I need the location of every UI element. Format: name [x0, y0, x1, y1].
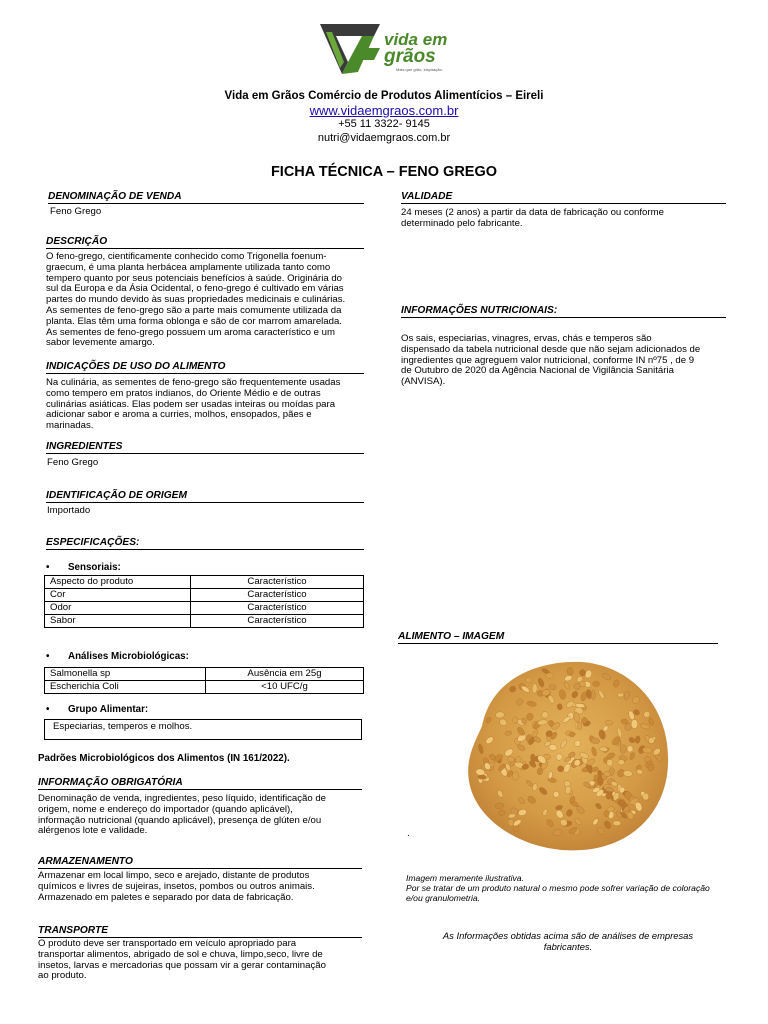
logo-text-line2: grãos	[384, 46, 436, 67]
section-descricao-label: DESCRIÇÃO	[46, 236, 364, 249]
indicacoes-line: Na culinária, as sementes de feno-grego são frequentemente usadas	[46, 377, 341, 388]
table-row	[45, 589, 364, 602]
table-cell-key: Escherichia Coli	[45, 681, 206, 694]
table-cell-value: Característico	[191, 615, 364, 628]
descricao-text	[46, 252, 366, 349]
bullet-icon: •	[46, 562, 50, 573]
ingredientes-value: Feno Grego	[47, 457, 99, 468]
obrigatoria-line: informação nutricional (quando aplicável), presença de glúten e/ou	[38, 814, 322, 826]
descricao-line: tempero quanto por seus potenciais benefícios à saúde. Originária do	[46, 272, 342, 284]
section-ingredientes-label: INGREDIENTES	[46, 441, 364, 454]
nutricionais-line: (ANVISA).	[401, 376, 446, 388]
table-cell-key: Sabor	[45, 615, 191, 628]
seed-grain	[642, 793, 649, 801]
nutricionais-line: Os sais, especiarias, vinagres, ervas, chás e temperos são	[401, 333, 652, 344]
section-origem-label: IDENTIFICAÇÃO DE ORIGEM	[46, 490, 364, 503]
obrigatoria-line: origem, nome e endereço do importador (quando aplicável),	[38, 803, 293, 815]
section-indicacoes-label: INDICAÇÕES DE USO DO ALIMENTO	[46, 361, 364, 374]
seed-grain	[617, 693, 624, 697]
armazenamento-line: Armazenado em paletes e separado por data de fabricação.	[38, 891, 294, 903]
micro-heading	[46, 651, 189, 662]
indicacoes-text	[46, 378, 366, 432]
origem-value: Importado	[47, 505, 91, 516]
section-imagem-label: ALIMENTO – IMAGEM	[398, 631, 718, 644]
indicacoes-line: culinárias asiáticas. Elas podem ser usadas inteiras ou moídas para	[46, 398, 336, 410]
section-transporte-label: TRANSPORTE	[38, 925, 362, 938]
sensoriais-label: Sensoriais:	[68, 562, 121, 573]
logo-tagline: Mais que grão, inspiração.	[396, 67, 443, 72]
seed-grain	[512, 772, 519, 781]
page-title: FICHA TÉCNICA – FENO GREGO	[270, 164, 498, 180]
table-cell-value: <10 UFC/g	[206, 681, 364, 694]
bullet-icon: •	[46, 651, 50, 662]
armazenamento-line: químicos e livres de sujeiras, insetos, pombos ou outros animais.	[38, 880, 315, 892]
table-row	[45, 681, 364, 694]
transporte-line: ao produto.	[38, 970, 87, 982]
table-cell-key: Aspecto do produto	[45, 576, 191, 589]
nutricionais-line: dispensado da tabela nutricional desde que não sejam adicionados de	[401, 343, 701, 355]
seed-grain	[593, 681, 600, 687]
obrigatoria-text	[38, 794, 356, 837]
section-validade-label: VALIDADE	[401, 191, 726, 204]
descricao-line: sul da Europa e da Ásia Ocidental, o feno-grego é cultivado em várias	[46, 283, 344, 295]
table-row	[45, 602, 364, 615]
nutricionais-text	[401, 334, 726, 388]
section-armazenamento-label: ARMAZENAMENTO	[38, 856, 362, 869]
seed-grain	[618, 759, 625, 765]
indicacoes-line: marinadas.	[46, 420, 94, 432]
transporte-line: O produto deve ser transportado em veículo apropriado para	[38, 938, 297, 949]
table-cell-key: Cor	[45, 589, 191, 602]
descricao-line: graecum, é uma planta herbácea amplamente utilizada tanto como	[46, 261, 331, 273]
armazenamento-line: Armazenar em local limpo, seco e arejado, distante de produtos	[38, 870, 310, 881]
transporte-line: insetos, larvas e mercadorias que possam vir a gerar contaminação	[38, 959, 326, 971]
denominacao-value: Feno Grego	[50, 206, 102, 217]
obrigatoria-line: Denominação de venda, ingredientes, peso líquido, identificação de	[38, 793, 327, 804]
table-cell-value: Característico	[191, 602, 364, 615]
descricao-line: partes do mundo devido às suas propriedades medicinais e culinárias.	[46, 294, 346, 306]
analysis-note	[400, 930, 736, 952]
bullet-icon: •	[46, 704, 50, 715]
note-line: As Informações obtidas acima são de análises de empresas	[442, 930, 694, 941]
image-dot: .	[407, 828, 410, 839]
website-link[interactable]: www.vidaemgraos.com.br	[309, 103, 459, 118]
seed-grain	[545, 673, 554, 679]
table-cell-value: Característico	[191, 576, 364, 589]
nutricionais-line: ingredientes que agreguem valor nutricional, conforme IN nº75 , de 9	[401, 354, 695, 366]
validade-line: determinado pelo fabricante.	[401, 217, 523, 229]
sensoriais-heading	[46, 562, 121, 573]
seed-grain	[478, 775, 487, 779]
indicacoes-line: adicionar sabor e aroma a curries, molhos, ensopados, pães e	[46, 409, 312, 421]
seed-grain	[597, 777, 603, 786]
transporte-text	[38, 939, 358, 982]
validade-line: 24 meses (2 anos) a partir da data de fabricação ou conforme	[401, 207, 664, 218]
table-cell-value: Característico	[191, 589, 364, 602]
fenugreek-seeds-image	[462, 656, 674, 854]
indicacoes-line: como tempero em pratos indianos, do Oriente Médio e de outras	[46, 387, 321, 399]
caption-line: Imagem meramente ilustrativa.	[406, 873, 524, 883]
logo-text-line1: vida em	[384, 30, 448, 49]
padroes-text: Padrões Microbiológicos dos Alimentos (IN 161/2022).	[38, 753, 290, 764]
grupo-value-box	[44, 719, 362, 740]
sensoriais-table	[44, 575, 364, 628]
image-caption	[406, 873, 710, 904]
seed-grain	[512, 717, 518, 724]
micro-table	[44, 667, 364, 694]
transporte-line: transportar alimentos, abrigado de sol e chuva, limpo,seco, livre de	[38, 948, 323, 960]
seed-grain	[564, 780, 571, 787]
section-nutricionais-label: INFORMAÇÕES NUTRICIONAIS:	[401, 305, 726, 318]
table-cell-value: Ausência em 25g	[206, 668, 364, 681]
table-row	[45, 576, 364, 589]
seed-grain	[565, 786, 571, 794]
section-especificacoes-label: ESPECIFICAÇÕES:	[46, 537, 364, 550]
table-row	[45, 668, 364, 681]
validade-text	[401, 208, 726, 230]
grupo-value: Especiarias, temperos e molhos.	[53, 721, 193, 732]
descricao-line: As sementes de feno-grego possuem um aroma característico e um	[46, 326, 336, 338]
obrigatoria-line: alérgenos lote e validade.	[38, 825, 148, 837]
email-address: nutri@vidaemgraos.com.br	[317, 132, 451, 144]
descricao-line: As sementes de feno-grego são a parte mais comumente utilizada da	[46, 304, 342, 316]
seed-grain	[525, 677, 532, 683]
caption-line: e/ou granulometria.	[406, 893, 481, 904]
armazenamento-text	[38, 871, 364, 903]
section-denominacao-label: DENOMINAÇÃO DE VENDA	[48, 191, 364, 204]
company-name: Vida em Grãos Comércio de Produtos Alimentícios – Eireli	[224, 90, 544, 102]
table-cell-key: Odor	[45, 602, 191, 615]
grupo-label: Grupo Alimentar:	[68, 704, 149, 715]
seed-grain	[604, 771, 611, 777]
seed-grain	[591, 690, 596, 700]
phone-number: +55 11 3322- 9145	[338, 118, 430, 130]
company-logo	[318, 22, 458, 82]
seed-grain	[495, 803, 504, 809]
descricao-line: sabor levemente amargo.	[46, 337, 155, 349]
note-line: fabricantes.	[543, 941, 593, 952]
table-cell-key: Salmonella sp	[45, 668, 206, 681]
micro-label: Análises Microbiológicas:	[68, 651, 189, 662]
caption-line: Por se tratar de um produto natural o mesmo pode sofrer variação de coloração	[406, 883, 710, 894]
table-row	[45, 615, 364, 628]
descricao-line: O feno-grego, cientificamente conhecido como Trigonella foenum-	[46, 251, 327, 262]
section-obrigatoria-label: INFORMAÇÃO OBRIGATÓRIA	[38, 777, 362, 790]
descricao-line: planta. Elas têm uma forma oblonga e são de cor marrom amarelada.	[46, 315, 342, 327]
grupo-heading	[46, 704, 148, 715]
nutricionais-line: de Outubro de 2020 da Agência Nacional de Vigilância Sanitária	[401, 365, 674, 377]
